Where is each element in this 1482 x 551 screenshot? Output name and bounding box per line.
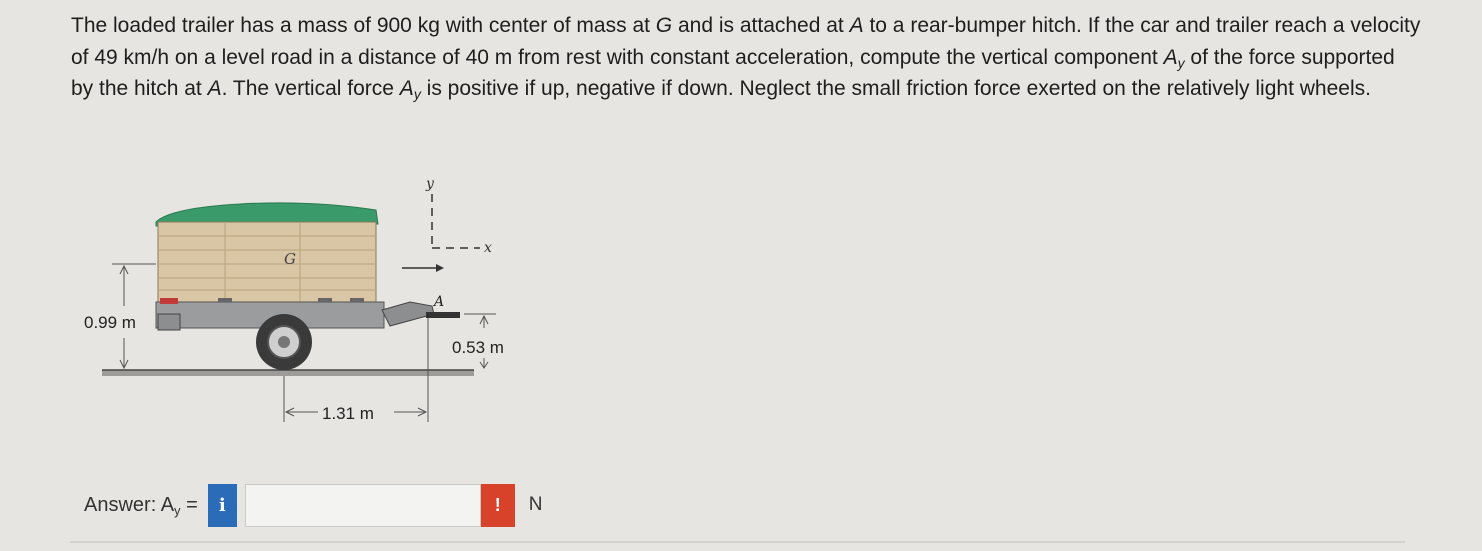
info-icon[interactable] [208,484,237,527]
answer-label [84,494,198,517]
problem-text: to a rear-bumper hitch. If the car and trailer reach a velocity of 49 km/h on a level road in a distance of 40 m from rest with constant acceleration, compute the vertical component [71,14,1421,69]
unit-label: N [528,494,543,515]
trailer-figure [60,170,540,440]
problem-text: The loaded trailer has a mass of 900 kg with center of mass at [71,14,656,37]
answer-input[interactable] [245,484,481,527]
answer-label-equals: = [180,493,198,516]
problem-statement [71,10,1421,105]
alert-icon[interactable] [481,484,515,527]
axis-x-label: x [484,240,492,256]
label-a: A [434,294,445,310]
point-a-ref: A [207,77,222,100]
info-icon-glyph: i [218,494,226,516]
ay-symbol: A [399,77,414,100]
dim-height-a: 0.53 m [452,338,504,357]
problem-text: is positive if up, negative if down. Neglect the small friction force exerted on the relatively light wheels. [420,77,1371,100]
problem-text: of the force supported by the hitch at [71,45,1395,100]
answer-row [84,482,543,528]
divider [70,541,1405,543]
label-g: G [284,250,296,268]
axis-y-label: y [426,176,434,192]
point-a-ref: A [849,14,864,37]
answer-label-text: Answer: A [84,493,175,516]
dim-horizontal: 1.31 m [322,404,374,423]
ay-symbol: A [1163,45,1178,69]
answer-label-subscript: y [174,502,181,518]
ay-subscript: y [1177,54,1185,71]
alert-icon-glyph: ! [494,494,501,515]
problem-text: and is attached at [672,14,850,37]
problem-text: . The vertical force [221,77,400,100]
dim-height-g: 0.99 m [84,313,136,332]
ay-subscript: y [413,86,421,102]
ground [102,370,474,376]
point-g-ref: G [655,14,673,37]
